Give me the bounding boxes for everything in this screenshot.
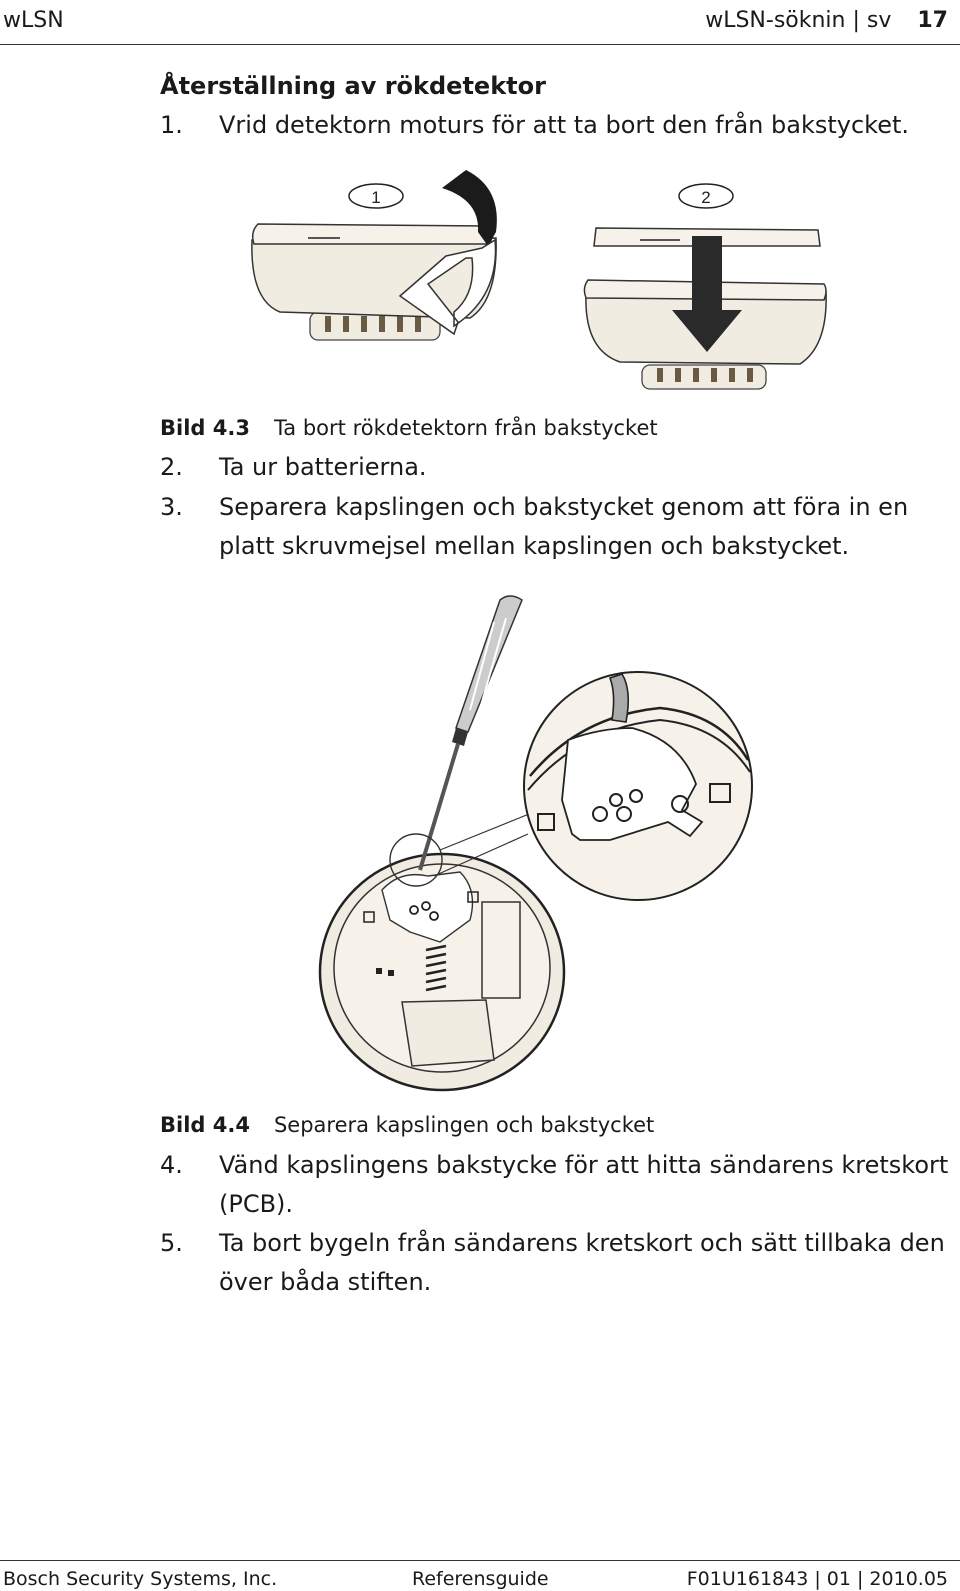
detail-magnified [524,672,752,900]
step-2 [160,448,950,487]
figure-label: Bild 4.3 [160,416,250,440]
step-number: 4. [160,1151,183,1179]
step-5 [160,1224,950,1302]
figure-caption-text: Separera kapslingen och bakstycket [273,1113,655,1137]
figure-4-4-caption [160,1113,654,1137]
step-text: Separera kapslingen och bakstycket genom att föra in en platt skruvmejsel mellan kapslingen och bakstycket. [219,493,909,560]
header-section-label: wLSN-söknin | sv [705,8,892,33]
step-4 [160,1146,950,1224]
figure-4-3-illustration [240,160,840,400]
step-number: 5. [160,1229,183,1257]
footer-rule [0,1560,960,1561]
step-text: Ta ur batterierna. [219,453,427,481]
header-rule [0,44,960,45]
callout-2 [679,184,733,208]
footer-doc-id: F01U161843 | 01 | 2010.05 [686,1568,948,1590]
section-title: Återställning av rökdetektor [160,72,546,100]
footer-company: Bosch Security Systems, Inc. [3,1568,278,1590]
screwdriver [420,596,522,870]
header-section [705,8,948,33]
figure-4-4-illustration [310,590,770,1100]
footer-doc-type: Referensguide [412,1568,549,1590]
housing-open [320,854,564,1090]
step-number: 3. [160,493,183,521]
step-number: 2. [160,453,183,481]
step-number: 1. [160,111,183,139]
step-3 [160,488,950,566]
header-doc-title: wLSN [3,8,64,33]
figure-4-3-caption [160,416,658,440]
figure-caption-text: Ta bort rökdetektorn från bakstycket [273,416,658,440]
step-text: Ta bort bygeln från sändarens kretskort och sätt tillbaka den över båda stiften. [219,1229,945,1296]
page-number: 17 [917,8,948,33]
figure-label: Bild 4.4 [160,1113,250,1137]
callout-2-label: 2 [701,188,711,207]
step-text: Vänd kapslingens bakstycke för att hitta sändarens kretskort (PCB). [219,1151,949,1218]
step-1 [160,106,950,145]
callout-1-label: 1 [371,188,381,207]
detector-separated [584,228,826,389]
callout-1 [349,184,403,208]
step-text: Vrid detektorn moturs för att ta bort den från bakstycket. [219,111,910,139]
